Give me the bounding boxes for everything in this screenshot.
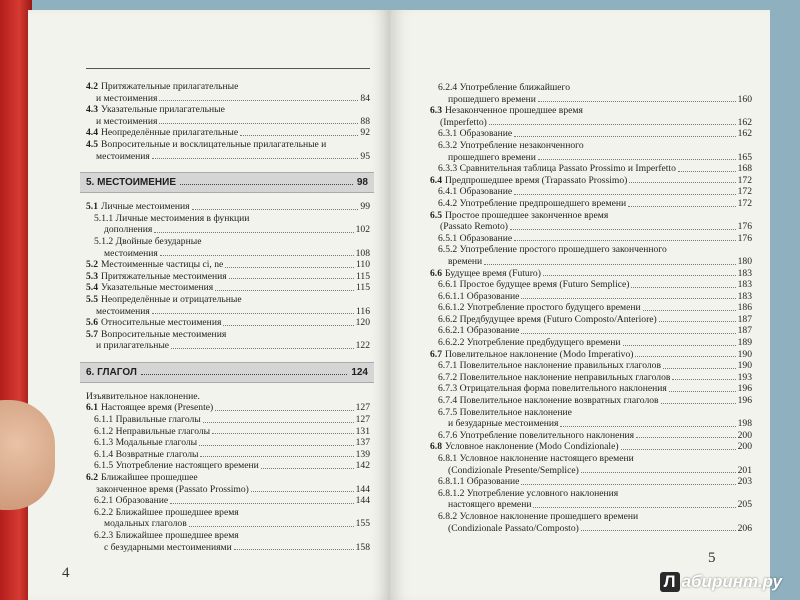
toc-entry-line bbox=[438, 244, 752, 256]
toc-entry-page: 131 bbox=[355, 425, 370, 437]
toc-entry-page: 165 bbox=[737, 151, 752, 163]
toc-entry bbox=[86, 259, 370, 271]
toc-entry-text: 6.4.1 Образование bbox=[438, 186, 513, 198]
toc-entry bbox=[86, 294, 370, 317]
toc-entry-text: 6.7.6 Употребление повелительного наклонения bbox=[438, 429, 635, 441]
toc-entry bbox=[86, 201, 370, 213]
toc-entry-text: 6.7.4 Повелительное наклонение возвратных глаголов bbox=[438, 395, 659, 407]
dot-leader bbox=[225, 267, 354, 268]
toc-entry-text: Ближайшее прошедшее bbox=[101, 472, 198, 484]
toc-entry bbox=[430, 244, 752, 267]
toc-entry-number: 5.5 bbox=[86, 293, 98, 305]
dot-leader bbox=[581, 530, 736, 531]
dot-leader bbox=[240, 135, 358, 136]
toc-entry bbox=[430, 105, 752, 128]
toc-entry-page: 198 bbox=[737, 418, 752, 430]
toc-entry-text: 6.8.1.2 Употребление условного наклонения bbox=[438, 487, 619, 499]
dot-leader bbox=[631, 287, 735, 288]
toc-entry-page: 127 bbox=[355, 414, 370, 426]
toc-entry-number: 5.3 bbox=[86, 270, 98, 282]
toc-entry-line bbox=[94, 507, 370, 519]
toc-entry-text: Притяжательные прилагательные bbox=[101, 81, 239, 92]
toc-entry-page: 110 bbox=[355, 259, 370, 271]
toc-entry-page: 187 bbox=[737, 313, 752, 325]
toc-entry-page: 115 bbox=[355, 270, 370, 282]
toc-entry-text: Условное наклонение (Modo Condizionale) bbox=[445, 441, 619, 453]
toc-entry-number: 6.6 bbox=[430, 267, 442, 279]
toc-entry-text: 6.8.1.1 Образование bbox=[438, 476, 520, 488]
toc-section-6-cont bbox=[430, 82, 752, 534]
dot-leader bbox=[521, 333, 735, 334]
dot-leader bbox=[251, 491, 354, 492]
toc-entry-text: Предпрошедшее время (Trapassato Prossimo) bbox=[445, 174, 628, 186]
toc-entry-text: Неопределённые прилагательные bbox=[101, 127, 239, 139]
dot-leader bbox=[669, 391, 736, 392]
watermark-box-letter: Л bbox=[660, 572, 680, 592]
toc-entry bbox=[430, 82, 752, 105]
toc-entry-text: местоимения bbox=[96, 150, 150, 162]
toc-entry-line bbox=[86, 472, 370, 484]
left-page bbox=[28, 10, 390, 600]
toc-entry bbox=[430, 441, 752, 453]
toc-entry-text: прошедшего времени bbox=[448, 93, 536, 105]
toc-entry-page: 92 bbox=[360, 127, 370, 139]
toc-entry-text: Вопросительные местоимения bbox=[101, 328, 227, 340]
dot-leader bbox=[229, 278, 354, 279]
dot-leader bbox=[514, 240, 735, 241]
toc-entry-page: 183 bbox=[737, 279, 752, 291]
toc-entry bbox=[86, 81, 370, 104]
toc-entry-page: 176 bbox=[737, 221, 752, 233]
toc-entry-line bbox=[86, 294, 370, 306]
toc-entry bbox=[430, 268, 752, 280]
mood-heading: Изъявительное наклонение. bbox=[86, 390, 200, 402]
toc-entry-page: 142 bbox=[355, 460, 370, 472]
dot-leader bbox=[636, 437, 736, 438]
toc-entry-text: 6.6.1 Простое будущее время (Futuro Semplice) bbox=[438, 279, 630, 291]
dot-leader bbox=[560, 426, 735, 427]
toc-entry-page: 160 bbox=[737, 93, 752, 105]
toc-entry bbox=[430, 383, 752, 395]
toc-entry-text: 6.3.3 Сравнительная таблица Passato Prossimo и Imperfetto bbox=[438, 163, 676, 175]
toc-entry-page: 190 bbox=[737, 360, 752, 372]
toc-entry-page: 122 bbox=[355, 340, 370, 352]
dot-leader bbox=[538, 159, 736, 160]
toc-entry bbox=[430, 279, 752, 291]
toc-entry-text: 6.7.1 Повелительное наклонение правильных глаголов bbox=[438, 360, 662, 372]
dot-leader bbox=[160, 255, 354, 256]
dot-leader bbox=[623, 345, 736, 346]
toc-section-6 bbox=[86, 402, 370, 553]
watermark-text: абиринт.ру bbox=[681, 572, 782, 591]
chapter-5-title: 5. МЕСТОИМЕНИЕ bbox=[86, 177, 176, 189]
toc-entry-number: 6.3 bbox=[430, 105, 442, 117]
toc-entry-text: (Passato Remoto) bbox=[440, 221, 508, 233]
toc-entry-page: 127 bbox=[355, 402, 370, 414]
dot-leader bbox=[659, 321, 736, 322]
toc-entry bbox=[86, 437, 370, 449]
dot-leader bbox=[215, 290, 354, 291]
toc-entry-line bbox=[94, 530, 370, 542]
toc-entry-page: 88 bbox=[360, 115, 370, 127]
dot-leader bbox=[543, 275, 736, 276]
dot-leader bbox=[489, 124, 736, 125]
header-rule bbox=[86, 68, 370, 69]
toc-entry-page: 193 bbox=[737, 371, 752, 383]
dot-leader bbox=[203, 422, 354, 423]
toc-entry-text: (Imperfetto) bbox=[440, 116, 487, 128]
toc-entry-page: 172 bbox=[737, 197, 752, 209]
toc-entry bbox=[430, 407, 752, 430]
toc-entry-page: 189 bbox=[737, 337, 752, 349]
toc-entry-text: и местоимения bbox=[96, 92, 158, 104]
toc-entry-text: 6.5.1 Образование bbox=[438, 232, 513, 244]
toc-entry-number: 6.4 bbox=[430, 174, 442, 186]
toc-entry-text: 6.7.3 Отрицательная форма повелительного наклонения bbox=[438, 383, 667, 395]
toc-entry-page: 144 bbox=[355, 495, 370, 507]
dot-leader bbox=[154, 232, 353, 233]
dot-leader bbox=[170, 503, 353, 504]
toc-entry bbox=[430, 128, 752, 140]
toc-entry-page: 162 bbox=[737, 116, 752, 128]
toc-entry-text: 6.8.1 Условное наклонение настоящего времени bbox=[438, 453, 634, 464]
toc-entry-text: Вопросительные и восклицательные прилагательные и bbox=[101, 138, 327, 150]
toc-entry-page: 120 bbox=[355, 317, 370, 329]
toc-entry-text: Притяжательные местоимения bbox=[101, 270, 227, 282]
toc-entry bbox=[430, 372, 752, 384]
toc-entry-text: 6.7.5 Повелительное наклонение bbox=[438, 406, 572, 418]
dot-leader bbox=[581, 472, 736, 473]
mood-heading-wrap bbox=[86, 391, 370, 403]
toc-entry bbox=[430, 233, 752, 245]
toc-entry-text: и безударные местоимения bbox=[448, 418, 559, 430]
toc-entry-text: 6.1.3 Модальные глаголы bbox=[94, 437, 198, 449]
toc-entry-text: 5.1.1 Личные местоимения в функции bbox=[94, 212, 250, 224]
toc-entry-text: настоящего времени bbox=[448, 499, 532, 511]
chapter-6-page: 124 bbox=[351, 366, 368, 378]
toc-entry-page: 180 bbox=[737, 255, 752, 267]
toc-entry-line bbox=[438, 140, 752, 152]
toc-entry-text: времени bbox=[448, 255, 483, 267]
chapter-5-heading bbox=[80, 172, 374, 193]
toc-entry bbox=[430, 291, 752, 303]
toc-entry bbox=[430, 488, 752, 511]
dot-leader bbox=[629, 182, 735, 183]
dot-leader bbox=[661, 403, 736, 404]
toc-entry bbox=[86, 414, 370, 426]
dot-leader bbox=[192, 209, 359, 210]
toc-entry bbox=[430, 210, 752, 233]
toc-entry-text: прошедшего времени bbox=[448, 151, 536, 163]
dot-leader bbox=[628, 206, 736, 207]
toc-entry-text: и прилагательные bbox=[96, 340, 170, 352]
dot-leader bbox=[261, 468, 354, 469]
toc-entry-text: Повелительное наклонение (Modo Imperativo) bbox=[445, 348, 634, 360]
toc-entry-line bbox=[438, 453, 752, 465]
toc-entry-text: 6.1.4 Возвратные глаголы bbox=[94, 448, 199, 460]
toc-entry bbox=[430, 163, 752, 175]
dot-leader bbox=[223, 325, 353, 326]
dot-leader bbox=[152, 158, 359, 159]
toc-entry bbox=[86, 495, 370, 507]
right-page bbox=[390, 10, 770, 600]
dot-leader bbox=[514, 194, 735, 195]
toc-entry-line bbox=[438, 407, 752, 419]
toc-entry bbox=[86, 127, 370, 139]
toc-entry-text: 6.2.3 Ближайшее прошедшее время bbox=[94, 530, 239, 541]
toc-entry-text: с безударными местоимениями bbox=[104, 541, 232, 553]
dot-leader bbox=[678, 171, 736, 172]
toc-entry-line bbox=[430, 105, 752, 117]
toc-entry-text: Незаконченное прошедшее время bbox=[445, 105, 583, 117]
toc-entry-number: 6.2 bbox=[86, 472, 98, 484]
toc-entry-text: 6.5.2 Употребление простого прошедшего законченного bbox=[438, 244, 667, 256]
toc-entry bbox=[430, 314, 752, 326]
dot-leader bbox=[533, 507, 735, 508]
toc-entry bbox=[86, 104, 370, 127]
toc-entry-text: Настоящее время (Presente) bbox=[101, 402, 214, 414]
toc-entry bbox=[430, 511, 752, 534]
watermark-logo bbox=[660, 572, 782, 592]
toc-entry-page: 203 bbox=[737, 476, 752, 488]
toc-entry-text: Простое прошедшее законченное время bbox=[445, 209, 609, 221]
toc-entry bbox=[430, 453, 752, 476]
toc-entry-page: 144 bbox=[355, 483, 370, 495]
toc-entry-text: 6.1.2 Неправильные глаголы bbox=[94, 425, 211, 437]
toc-entry-page: 183 bbox=[737, 290, 752, 302]
toc-entry bbox=[86, 213, 370, 236]
dot-leader bbox=[212, 433, 353, 434]
toc-entry bbox=[430, 198, 752, 210]
toc-entry-text: Неопределённые и отрицательные bbox=[101, 293, 242, 305]
toc-entry-text: 6.7.2 Повелительное наклонение неправильных глаголов bbox=[438, 371, 671, 383]
toc-entry-text: 5.1.2 Двойные безударные bbox=[94, 235, 202, 247]
toc-entry-page: 102 bbox=[355, 224, 370, 236]
page-number-left: 4 bbox=[62, 565, 70, 581]
toc-entry-line bbox=[94, 236, 370, 248]
dot-leader bbox=[152, 313, 354, 314]
toc-entry-page: 205 bbox=[737, 499, 752, 511]
toc-entry-text: (Condizionale Passato/Composto) bbox=[448, 522, 579, 534]
toc-entry bbox=[86, 426, 370, 438]
toc-entry-page: 172 bbox=[737, 174, 752, 186]
toc-entry-number: 6.7 bbox=[430, 348, 442, 360]
toc-entry-number: 5.4 bbox=[86, 282, 98, 294]
toc-section-4 bbox=[86, 81, 370, 162]
dot-leader bbox=[521, 484, 735, 485]
toc-entry-text: Будущее время (Futuro) bbox=[445, 267, 541, 279]
toc-entry-page: 176 bbox=[737, 232, 752, 244]
toc-entry-line bbox=[86, 104, 370, 116]
toc-entry-line bbox=[86, 139, 370, 151]
dot-leader bbox=[521, 298, 735, 299]
toc-entry-line bbox=[86, 329, 370, 341]
dot-leader bbox=[159, 123, 358, 124]
dot-leader bbox=[234, 549, 354, 550]
dot-leader bbox=[200, 456, 353, 457]
toc-entry-text: 6.2.4 Употребление ближайшего bbox=[438, 82, 571, 93]
dot-leader bbox=[171, 348, 354, 349]
page-number-right: 5 bbox=[708, 550, 716, 566]
toc-entry bbox=[86, 139, 370, 162]
dot-leader bbox=[215, 410, 353, 411]
toc-entry-page: 196 bbox=[737, 383, 752, 395]
toc-entry bbox=[86, 282, 370, 294]
toc-entry-number: 4.2 bbox=[86, 81, 98, 92]
toc-entry-text: 6.2.1 Образование bbox=[94, 495, 169, 507]
toc-entry-number: 4.3 bbox=[86, 104, 98, 116]
toc-entry-text: дополнения bbox=[104, 224, 153, 236]
toc-entry bbox=[86, 317, 370, 329]
toc-entry-page: 162 bbox=[737, 128, 752, 140]
toc-entry bbox=[430, 186, 752, 198]
toc-entry bbox=[86, 329, 370, 352]
toc-entry-page: 187 bbox=[737, 325, 752, 337]
toc-entry-text: 6.6.1.2 Употребление простого будущего времени bbox=[438, 302, 641, 314]
toc-entry-number: 6.1 bbox=[86, 402, 98, 414]
toc-entry-text: 6.1.1 Правильные глаголы bbox=[94, 414, 201, 426]
toc-entry-line bbox=[86, 81, 370, 93]
toc-entry-page: 186 bbox=[737, 302, 752, 314]
chapter-6-heading bbox=[80, 362, 374, 383]
toc-entry-text: модальных глаголов bbox=[104, 518, 187, 530]
toc-entry-text: и местоимения bbox=[96, 115, 158, 127]
toc-entry bbox=[86, 530, 370, 553]
toc-entry-page: 95 bbox=[360, 150, 370, 162]
toc-entry-page: 172 bbox=[737, 186, 752, 198]
toc-entry-page: 155 bbox=[355, 518, 370, 530]
toc-entry-page: 115 bbox=[355, 282, 370, 294]
toc-entry-text: 6.2.2 Ближайшее прошедшее время bbox=[94, 506, 239, 518]
dot-leader bbox=[621, 449, 736, 450]
toc-entry-text: 6.1.5 Употребление настоящего времени bbox=[94, 460, 259, 472]
toc-entry bbox=[430, 360, 752, 372]
toc-entry-number: 6.8 bbox=[430, 441, 442, 453]
dot-leader bbox=[643, 310, 736, 311]
toc-entry bbox=[430, 175, 752, 187]
toc-entry bbox=[86, 507, 370, 530]
toc-entry bbox=[86, 472, 370, 495]
toc-entry-number: 4.4 bbox=[86, 127, 98, 139]
toc-entry-page: 99 bbox=[360, 201, 370, 213]
toc-entry-text: 6.8.2 Условное наклонение прошедшего времени bbox=[438, 510, 639, 522]
dot-leader bbox=[514, 136, 735, 137]
toc-entry-page: 200 bbox=[737, 441, 752, 453]
toc-entry-page: 84 bbox=[360, 92, 370, 104]
toc-entry-text: 6.3.1 Образование bbox=[438, 128, 513, 140]
dot-leader bbox=[484, 264, 735, 265]
toc-entry-page: 196 bbox=[737, 395, 752, 407]
toc-entry-page: 201 bbox=[737, 464, 752, 476]
toc-entry-line bbox=[438, 488, 752, 500]
dot-leader bbox=[663, 368, 736, 369]
toc-entry-text: 6.6.2 Предбудущее время (Futuro Composto/Anteriore) bbox=[438, 313, 657, 325]
dot-leader bbox=[189, 526, 354, 527]
toc-entry-number: 5.1 bbox=[86, 201, 98, 213]
toc-section-5 bbox=[86, 201, 370, 352]
toc-entry-line bbox=[438, 82, 752, 94]
toc-entry-page: 139 bbox=[355, 448, 370, 460]
toc-entry-line bbox=[430, 210, 752, 222]
toc-entry-text: местоимения bbox=[96, 305, 150, 317]
toc-entry-page: 137 bbox=[355, 437, 370, 449]
chapter-5-page: 98 bbox=[356, 177, 368, 189]
toc-entry-text: Указательные местоимения bbox=[101, 282, 214, 294]
chapter-6-title: 6. ГЛАГОЛ bbox=[86, 366, 137, 378]
toc-entry-number: 5.7 bbox=[86, 328, 98, 340]
toc-entry bbox=[430, 395, 752, 407]
toc-entry bbox=[430, 325, 752, 337]
dot-leader bbox=[635, 356, 735, 357]
toc-entry-text: 6.6.2.1 Образование bbox=[438, 325, 520, 337]
toc-entry bbox=[86, 236, 370, 259]
toc-entry-text: 6.6.2.2 Употребление предбудущего времени bbox=[438, 337, 621, 349]
dot-leader bbox=[159, 100, 358, 101]
toc-entry-page: 168 bbox=[737, 163, 752, 175]
toc-entry bbox=[86, 271, 370, 283]
toc-entry-page: 190 bbox=[737, 348, 752, 360]
toc-entry bbox=[86, 460, 370, 472]
dot-leader bbox=[510, 229, 736, 230]
toc-entry bbox=[86, 402, 370, 414]
toc-entry-page: 158 bbox=[355, 541, 370, 553]
toc-entry bbox=[430, 476, 752, 488]
toc-entry-number: 5.6 bbox=[86, 317, 98, 329]
toc-entry bbox=[430, 140, 752, 163]
toc-entry bbox=[430, 302, 752, 314]
dot-leader bbox=[199, 445, 353, 446]
toc-entry bbox=[86, 449, 370, 461]
dot-leader bbox=[672, 379, 735, 380]
toc-entry bbox=[430, 430, 752, 442]
toc-entry-text: (Condizionale Presente/Semplice) bbox=[448, 464, 579, 476]
toc-entry-text: 6.6.1.1 Образование bbox=[438, 290, 520, 302]
toc-entry-text: местоимения bbox=[104, 247, 158, 259]
toc-entry bbox=[430, 337, 752, 349]
toc-entry-text: Относительные местоимения bbox=[101, 317, 222, 329]
toc-entry-page: 116 bbox=[355, 305, 370, 317]
toc-entry-text: 6.4.2 Употребление предпрошедшего времени bbox=[438, 197, 627, 209]
toc-entry-number: 6.5 bbox=[430, 209, 442, 221]
toc-entry-line bbox=[438, 511, 752, 523]
toc-entry-text: Указательные прилагательные bbox=[101, 104, 225, 116]
toc-entry-text: Личные местоимения bbox=[101, 201, 190, 213]
toc-entry-page: 183 bbox=[737, 267, 752, 279]
dot-leader bbox=[538, 101, 736, 102]
toc-entry-text: 6.3.2 Употребление незаконченного bbox=[438, 139, 584, 151]
toc-entry-number: 5.2 bbox=[86, 259, 98, 271]
toc-entry-page: 108 bbox=[355, 247, 370, 259]
toc-entry-page: 200 bbox=[737, 429, 752, 441]
toc-entry-text: Местоименные частицы ci, ne bbox=[101, 259, 224, 271]
toc-entry-line bbox=[94, 213, 370, 225]
toc-entry-text: законченное время (Passato Prossimo) bbox=[96, 483, 249, 495]
toc-entry-page: 206 bbox=[737, 522, 752, 534]
toc-entry-number: 4.5 bbox=[86, 138, 98, 150]
toc-entry bbox=[430, 349, 752, 361]
